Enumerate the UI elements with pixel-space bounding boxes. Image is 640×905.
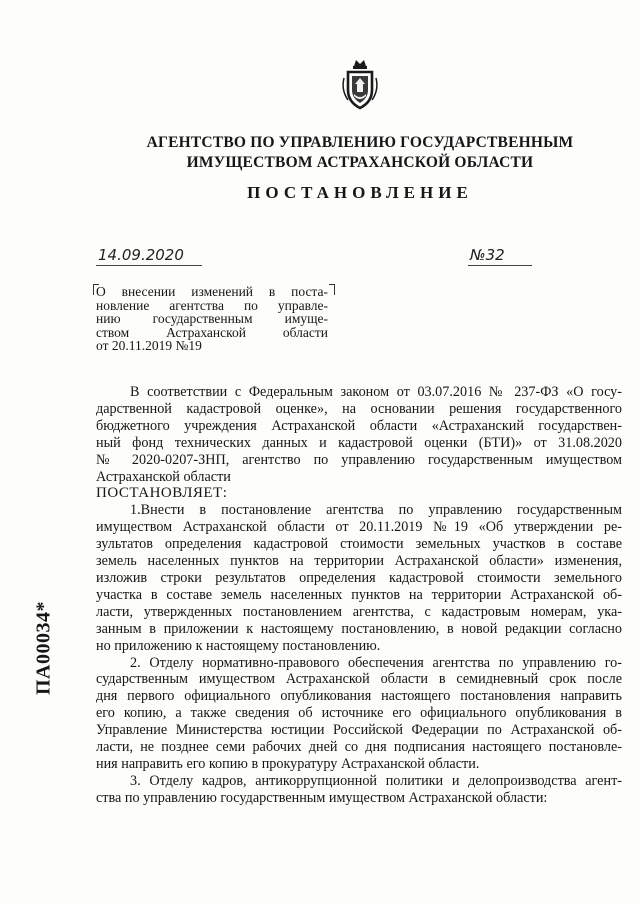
subject-bracket-right	[329, 284, 335, 295]
body-line: зультатов определения кадастровой стоимости земельных участков в составе	[96, 536, 622, 553]
subject-line: нию государственным имуще-	[96, 311, 328, 327]
body-line: ный фонд технических данных и кадастровой оценки (БТИ)» от 31.08.2020	[96, 434, 622, 451]
body-line: ласти, утвержденных постановлением агентства, с кадастровым номерам, ука-	[96, 603, 622, 620]
agency-name	[100, 133, 620, 173]
body-line: В соответствии с Федеральным законом от 03.07.2016 № 237-ФЗ «О госу-	[130, 384, 622, 400]
body-line: № 2020-0207-ЗНП, агентство по управлению государственным имуществом	[96, 451, 622, 468]
agency-name-line2: ИМУЩЕСТВОМ АСТРАХАНСКОЙ ОБЛАСТИ	[186, 154, 534, 171]
registration-number: ПА00034*	[32, 601, 55, 695]
body-line: его копию, а также сведения об источнике его официального опубликования в	[96, 705, 622, 722]
document-number: №32	[468, 246, 532, 266]
subject-line: ством Астраханской области	[96, 324, 328, 340]
body-line: изложив строки результатов определения кадастровой стоимости земельного	[96, 569, 622, 586]
body-line: занным в приложении к настоящему постановлению, в новой редакции согласно	[96, 620, 622, 637]
body-line: Управление Министерства юстиции Российской Федерации по Астраханской об-	[96, 722, 622, 739]
body-line: Астраханской области	[96, 468, 231, 485]
subject-line: О внесении изменений в поста-	[96, 284, 328, 299]
body-line: 3. Отделу кадров, антикоррупционной политики и делопроизводства агент-	[130, 772, 622, 789]
body-line: земель населенных пунктов на территории Астраханской области» изменения,	[96, 553, 622, 570]
agency-name-line1: АГЕНТСТВО ПО УПРАВЛЕНИЮ ГОСУДАРСТВЕННЫМ	[146, 134, 574, 151]
body-line: сударственным имуществом Астраханской области в семидневный срок после	[96, 671, 622, 688]
body-line: 2. Отделу нормативно-правового обеспечения агентства по управлению го-	[130, 654, 622, 671]
subject-line: новление агентства по управле-	[96, 297, 328, 313]
body-line: дарственной кадастровой оценке», на основании решения государственного	[96, 400, 622, 417]
body-line: но приложению к настоящему постановлению.	[96, 637, 381, 654]
coat-of-arms-icon	[338, 56, 382, 116]
body-line: ласти, не позднее семи рабочих дней со дня подписания настоящего постановле-	[96, 739, 622, 756]
document-type-title: ПОСТАНОВЛЕНИЕ	[247, 183, 473, 202]
body-line: ства по управлению государственным имуществом Астраханской области:	[96, 789, 548, 806]
document-subject	[96, 285, 328, 353]
body-line: ния направить его копию в прокуратуру Астраханской области.	[96, 755, 480, 772]
body-line: дня первого официального опубликования настоящего постановления направить	[96, 688, 622, 705]
body-line: 1.Внести в постановление агентства по управлению государственным	[130, 502, 622, 519]
body-line: участка в составе земель населенных пунктов на территории Астраханской об-	[96, 586, 622, 603]
body-line: имуществом Астраханской области от 20.11.2019 №19 «Об утверждении ре-	[96, 519, 622, 536]
document-body	[96, 384, 622, 807]
decree-word: ПОСТАНОВЛЯЕТ:	[96, 485, 228, 502]
subject-line: от 20.11.2019 №19	[96, 338, 202, 354]
document-date: 14.09.2020	[96, 246, 202, 266]
body-line: бюджетного учреждения Астраханской области «Астраханский государствен-	[96, 417, 622, 434]
